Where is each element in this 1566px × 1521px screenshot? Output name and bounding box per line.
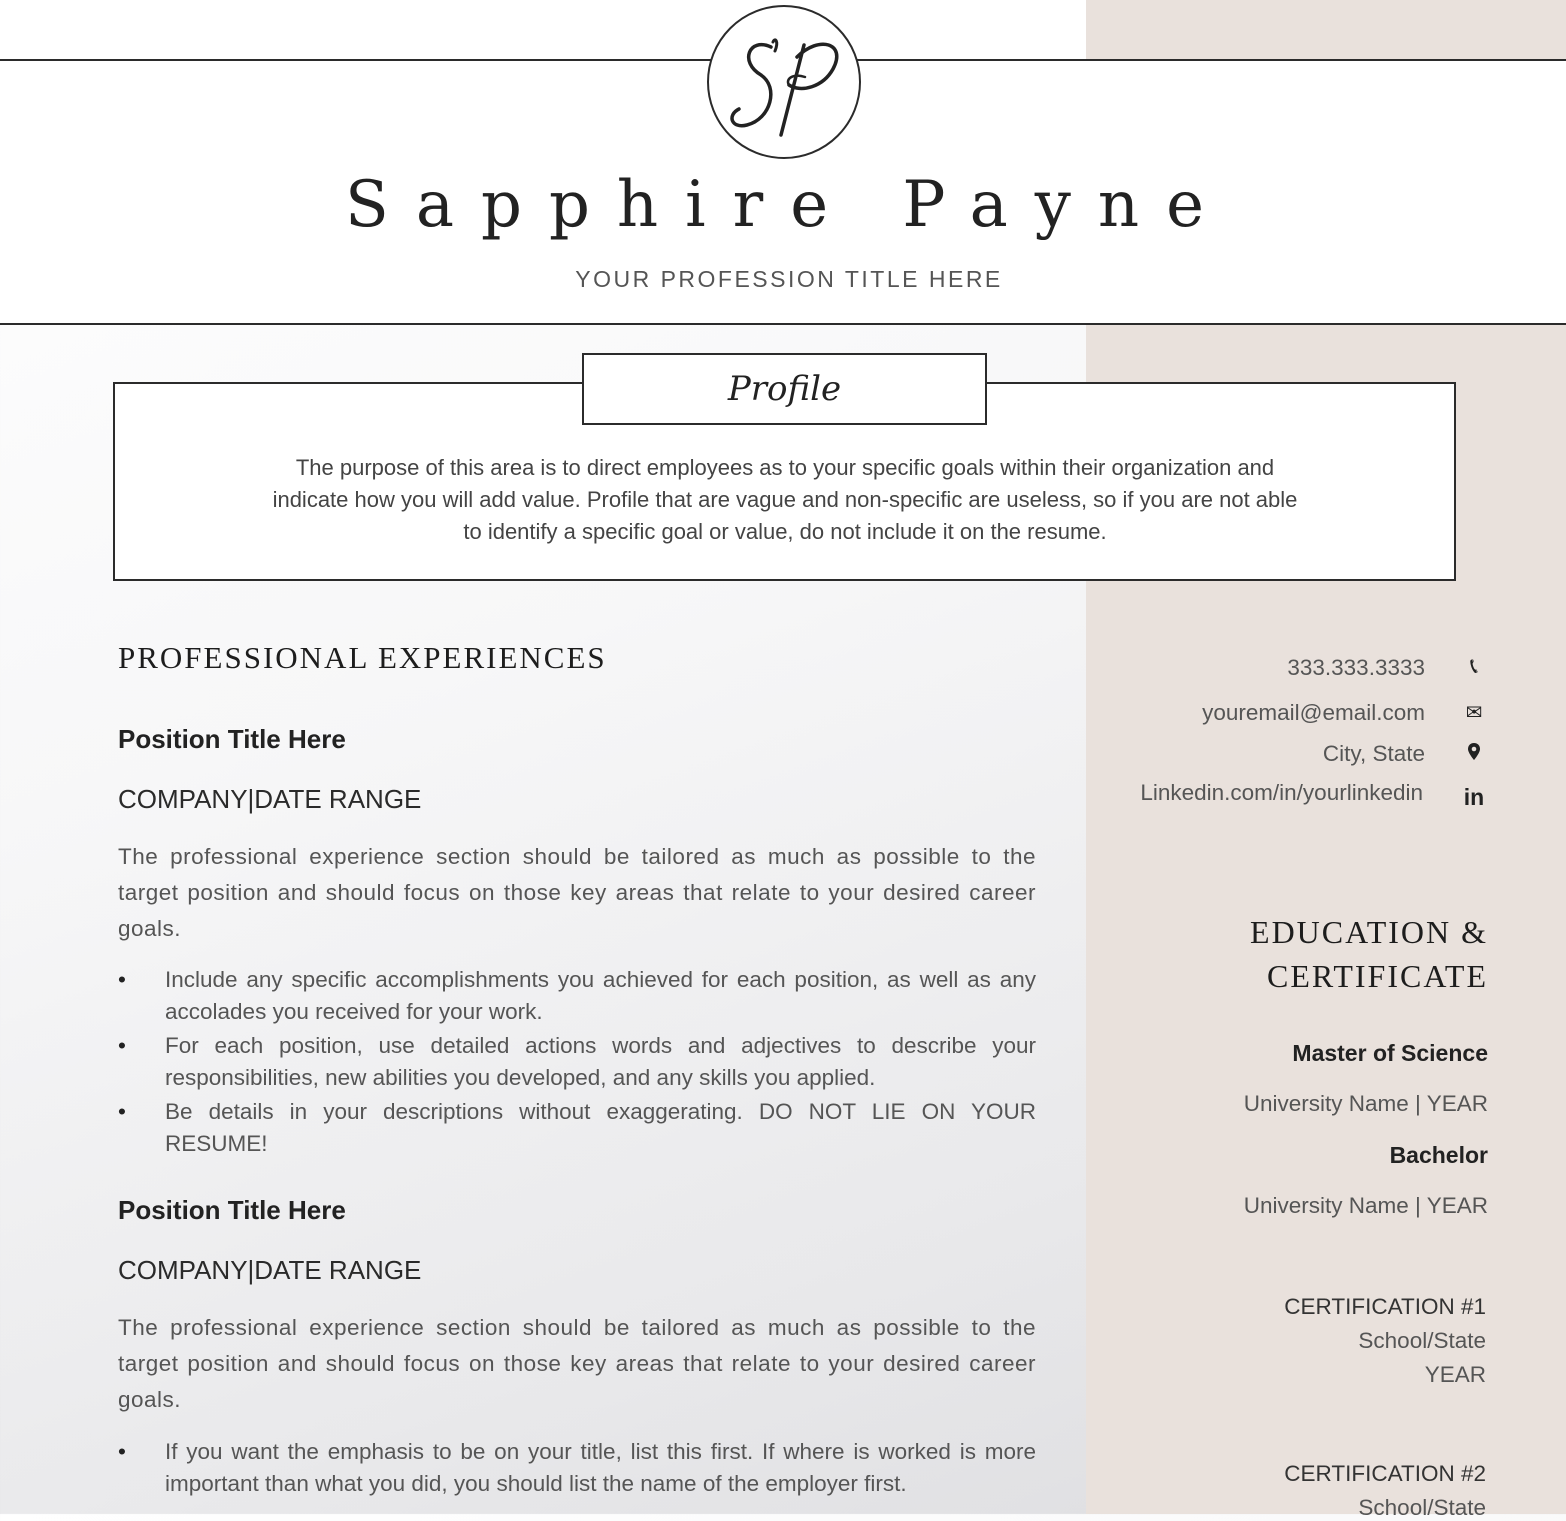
location-pin-icon — [1460, 738, 1488, 766]
profile-line: indicate how you will add value. Profile that are vague and non-specific are useless, so if you are not able — [272, 487, 1298, 512]
contact-linkedin: Linkedin.com/in/yourlinkedin — [1140, 780, 1423, 805]
certification-school: School/State — [1358, 1328, 1486, 1353]
degree-school: University Name | YEAR — [1243, 1193, 1488, 1218]
profession-title: YOUR PROFESSION TITLE HERE — [575, 266, 1003, 292]
bullet-icon: • — [118, 967, 126, 992]
phone-icon: 📞︎ — [1470, 654, 1478, 679]
monogram-script-icon — [709, 7, 859, 157]
certification-year: YEAR — [1424, 1362, 1486, 1387]
certification-name: CERTIFICATION #2 — [1284, 1461, 1486, 1486]
envelope-icon: ✉ — [1465, 700, 1483, 724]
header-bottom-rule — [0, 323, 1566, 325]
contact-location: City, State — [1322, 741, 1425, 766]
profile-text — [200, 452, 1370, 548]
contact-email: youremail@email.com — [1202, 700, 1425, 725]
experience-heading: PROFESSIONAL EXPERIENCES — [118, 640, 607, 675]
list-item: • If you want the emphasis to be on your title, list this first. If where is worked is more important than what you did, you should list the name of the employer first. — [118, 1436, 1036, 1500]
job-bullets — [118, 1436, 1036, 1502]
profile-line: The purpose of this area is to direct employees as to your specific goals within their organization and — [295, 455, 1275, 480]
candidate-name: Sapphire Payne — [344, 168, 1232, 242]
job-description: The professional experience section should be tailored as much as possible to the target position and should focus on those key areas that relate to your desired career goals. — [118, 1315, 1036, 1412]
job-company: COMPANY|DATE RANGE — [118, 784, 422, 814]
profile-line: to identify a specific goal or value, do not include it on the resume. — [463, 519, 1107, 544]
certification-name: CERTIFICATION #1 — [1284, 1294, 1486, 1319]
monogram-logo — [707, 5, 861, 159]
top-strip — [0, 0, 1086, 60]
job-company: COMPANY|DATE RANGE — [118, 1255, 422, 1285]
list-item: • Be details in your descriptions without exaggerating. DO NOT LIE ON YOUR RESUME! — [118, 1096, 1036, 1160]
profile-heading: Profile — [582, 353, 987, 425]
list-item: • For each position, use detailed actions words and adjectives to describe your responsibilities, new abilities you developed, and any skills you applied. — [118, 1030, 1036, 1094]
job-title: Position Title Here — [118, 724, 346, 754]
degree-name: Bachelor — [1389, 1142, 1488, 1168]
bullet-icon: • — [118, 1099, 126, 1124]
degree-school: University Name | YEAR — [1243, 1091, 1488, 1116]
certification-school: School/State — [1358, 1495, 1486, 1520]
experience-section — [118, 640, 1036, 1496]
contact-phone: 333.333.3333 — [1287, 655, 1425, 680]
degree-name: Master of Science — [1292, 1040, 1488, 1066]
job-title: Position Title Here — [118, 1195, 346, 1225]
job-description: The professional experience section should be tailored as much as possible to the target position and should focus on those key areas that relate to your desired career goals. — [118, 844, 1036, 941]
bullet-icon: • — [118, 1439, 126, 1464]
bullet-icon: • — [118, 1033, 126, 1058]
list-item: • Include any specific accomplishments you achieved for each position, as well as any accolades you received for your work. — [118, 964, 1036, 1028]
education-heading: EDUCATION & CERTIFICATE — [1250, 914, 1488, 994]
job-bullets — [118, 964, 1036, 1162]
linkedin-icon: in — [1463, 784, 1485, 810]
